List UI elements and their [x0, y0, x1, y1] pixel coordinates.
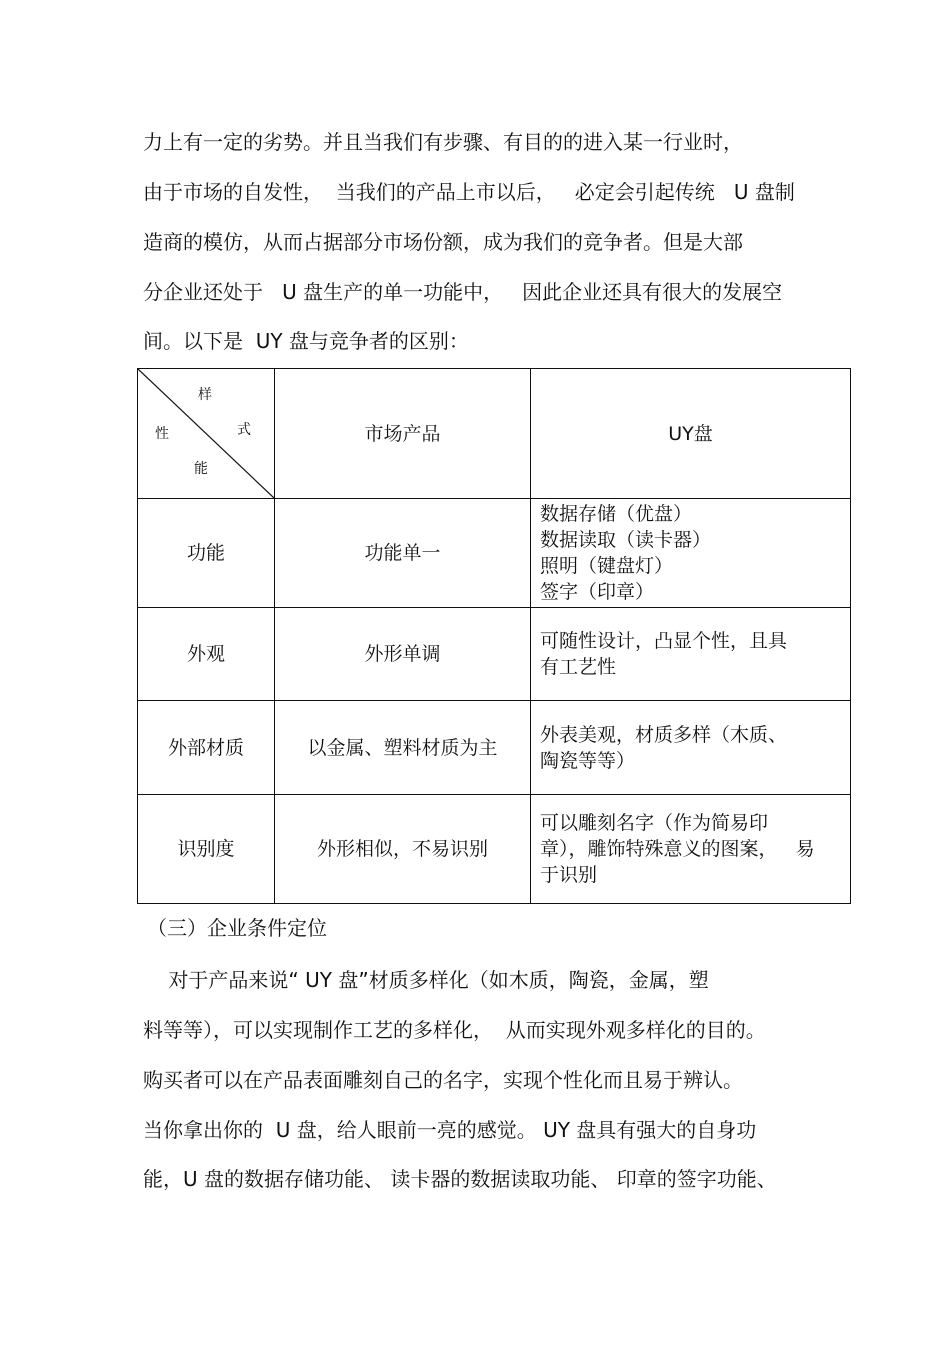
row-label: 功能 [138, 499, 275, 608]
market-cell: 功能单一 [275, 499, 531, 608]
text-line: 能，U 盘的数据存储功能、 读卡器的数据读取功能、 印章的签字功能、 [143, 1167, 777, 1191]
table-header-row [138, 369, 851, 499]
uy-cell-line: 外表美观，材质多样（木质、 [540, 723, 788, 746]
text-line: 分企业还处于 U 盘生产的单一功能中， 因此企业还具有很大的发展空 [143, 280, 783, 304]
col-header-market: 市场产品 [275, 369, 531, 499]
corner-label-right: 式 [237, 422, 251, 438]
market-cell: 外形单调 [275, 608, 531, 701]
uy-cell-line: 数据读取（读卡器） [540, 529, 712, 551]
uy-cell-line: 可以雕刻名字（作为简易印 [540, 812, 769, 834]
uy-cell [531, 795, 851, 904]
table-row [138, 701, 851, 795]
corner-label-top: 样 [198, 387, 212, 403]
section-heading: （三）企业条件定位 [147, 916, 327, 940]
text-line: 由于市场的自发性， 当我们的产品上市以后， 必定会引起传统 U 盘制 [143, 180, 795, 204]
table-row [138, 608, 851, 701]
text-line: 力上有一定的劣势。并且当我们有步骤、有目的的进入某一行业时， [143, 130, 743, 154]
comparison-table [137, 368, 851, 904]
text-line: 造商的模仿，从而占据部分市场份额，成为我们的竞争者。但是大部 [143, 230, 743, 254]
text-line: 当你拿出你的 U 盘，给人眼前一亮的感觉。 UY 盘具有强大的自身功 [143, 1118, 757, 1142]
text-line: 料等等），可以实现制作工艺的多样化， 从而实现外观多样化的目的。 [143, 1018, 766, 1042]
row-label: 外观 [138, 608, 275, 701]
market-cell: 外形相似，不易识别 [275, 795, 531, 904]
uy-cell [531, 499, 851, 608]
text-line: 对于产品来说“ UY 盘”材质多样化（如木质，陶瓷，金属，塑 [143, 968, 709, 992]
corner-label-left: 性 [155, 426, 169, 442]
text-line: 间。以下是 UY 盘与竞争者的区别： [143, 329, 469, 353]
row-label: 识别度 [138, 795, 275, 904]
row-label: 外部材质 [138, 701, 275, 795]
uy-cell-line: 有工艺性 [540, 656, 617, 678]
market-cell: 以金属、塑料材质为主 [275, 701, 531, 795]
uy-cell-line: 数据存储（优盘） [540, 503, 693, 525]
uy-cell-line: 于识别 [540, 864, 598, 886]
uy-cell [531, 608, 851, 701]
uy-cell [531, 701, 851, 795]
text-line: 购买者可以在产品表面雕刻自己的名字，实现个性化而且易于辨认。 [143, 1068, 743, 1092]
uy-cell-line: 可随性设计，凸显个性，且具 [540, 630, 788, 652]
uy-cell-line: 照明（键盘灯） [540, 555, 674, 577]
uy-cell-line: 陶瓷等等） [540, 749, 636, 772]
table-row [138, 499, 851, 608]
corner-header-cell [138, 369, 275, 499]
corner-label-bottom: 能 [194, 461, 208, 477]
table-row [138, 795, 851, 904]
corner-header [138, 369, 274, 498]
uy-cell-line: 章），雕饰特殊意义的图案， 易 [540, 838, 815, 860]
uy-cell-line: 签字（印章） [540, 581, 655, 603]
col-header-uy: UY盘 [531, 369, 851, 499]
